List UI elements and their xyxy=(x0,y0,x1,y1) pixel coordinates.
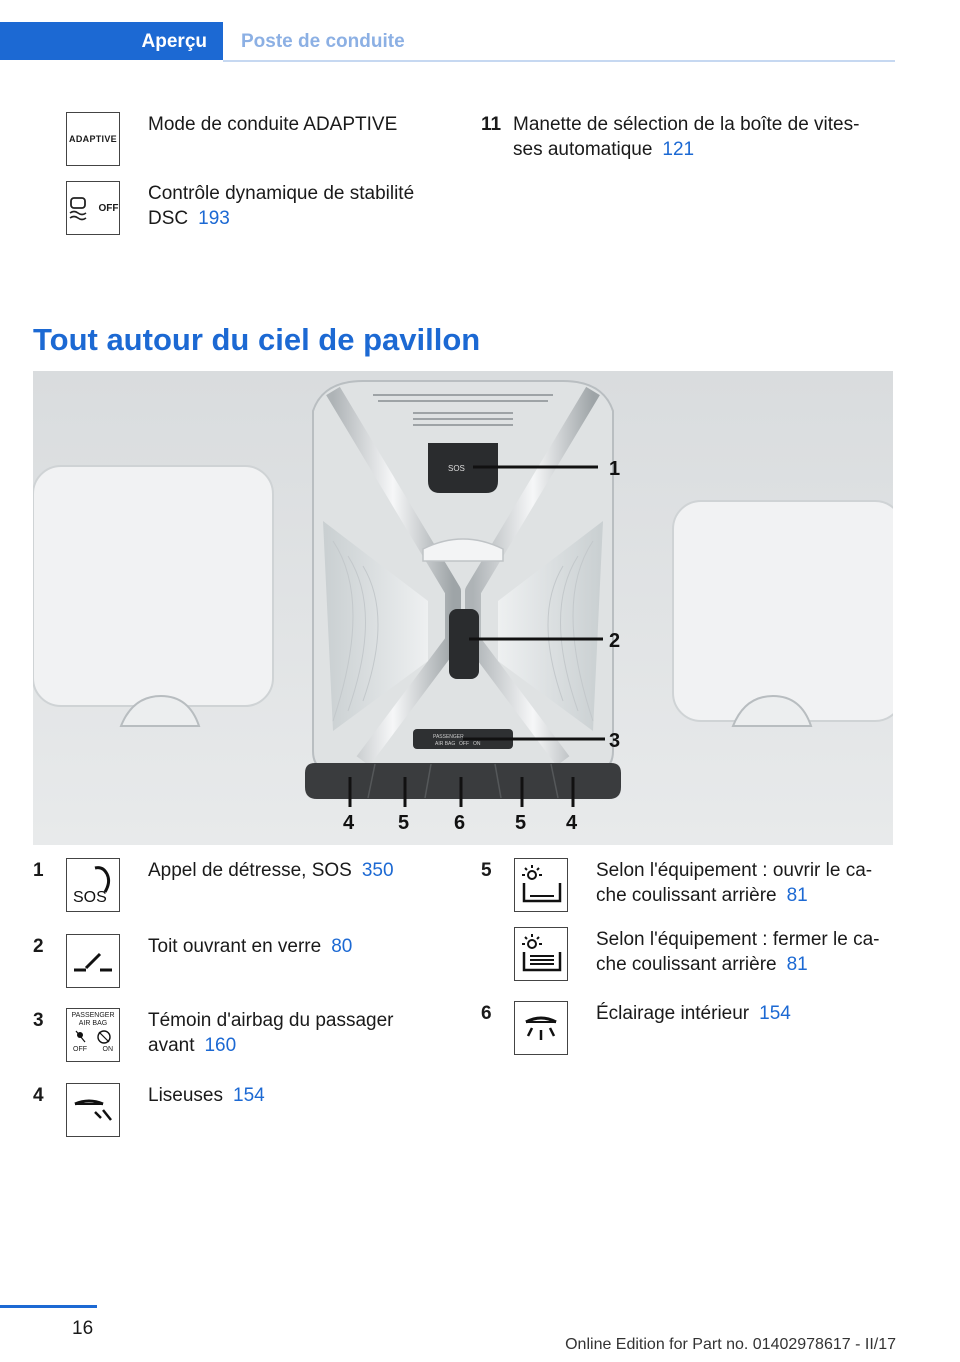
callout-4-right: 4 xyxy=(566,812,578,834)
adaptive-mode-icon xyxy=(66,112,120,166)
item-dsc xyxy=(66,181,414,235)
legend-3-ref-link[interactable]: 160 xyxy=(204,1035,237,1056)
reading-light-glyph xyxy=(71,1090,115,1130)
legend-1-text xyxy=(148,858,394,912)
legend-6-ref-link[interactable]: 154 xyxy=(759,1003,791,1024)
legend-item-3 xyxy=(66,1008,394,1062)
airbag-icon-text3: OFF xyxy=(73,1046,87,1053)
sunroof-icon xyxy=(66,934,120,988)
item-11-number: 11 xyxy=(481,114,502,135)
callout-6: 6 xyxy=(454,812,466,834)
legend-2-number: 2 xyxy=(33,936,44,957)
tab-apercu[interactable]: Aperçu xyxy=(0,22,223,60)
legend-4-ref-link[interactable]: 154 xyxy=(233,1085,265,1106)
legend-5-open-text xyxy=(596,858,872,912)
legend-5-open-line1: Selon l'équipement : ouvrir le ca- xyxy=(596,860,873,881)
passenger-airbag-icon xyxy=(66,1008,120,1062)
dsc-car-glyph xyxy=(68,195,98,221)
headliner-photo xyxy=(33,371,893,845)
legend-item-4 xyxy=(66,1083,265,1137)
figure-sos-label: SOS xyxy=(448,464,465,473)
shade-close-glyph xyxy=(518,932,564,976)
legend-5-close-line1: Selon l'équipement : fermer le ca- xyxy=(596,929,880,950)
header-tabs xyxy=(0,0,960,62)
legend-5-close-ref-link[interactable]: 81 xyxy=(786,954,808,975)
legend-4-number: 4 xyxy=(33,1085,44,1106)
footer-rule xyxy=(0,1305,97,1308)
sunroof-glyph xyxy=(70,946,116,976)
figure-airbag-text4: ON xyxy=(473,741,481,747)
item-dsc-line1: Contrôle dynamique de stabilité xyxy=(148,183,415,204)
figure-airbag-text3: OFF xyxy=(459,741,469,747)
legend-1-number: 1 xyxy=(33,860,44,881)
section-title: Tout autour du ciel de pavillon xyxy=(33,322,481,357)
legend-3-line1: Témoin d'airbag du passager xyxy=(148,1010,394,1031)
interior-light-icon xyxy=(514,1001,568,1055)
item-adaptive-label: Mode de conduite ADAPTIVE xyxy=(148,114,398,135)
airbag-icon-text1: PASSENGER xyxy=(71,1012,115,1019)
airbag-icon-text2: AIR BAG xyxy=(78,1020,108,1027)
airbag-glyph xyxy=(71,1028,115,1046)
footer-edition: Online Edition for Part no. 01402978617 - II/17 xyxy=(565,1336,896,1353)
legend-4-label: Liseuses xyxy=(148,1085,223,1106)
item-11-ref-link[interactable]: 121 xyxy=(662,139,695,160)
tab-poste-de-conduite[interactable]: Poste de conduite xyxy=(241,31,405,52)
legend-4-text xyxy=(148,1083,265,1137)
shade-open-glyph xyxy=(518,863,564,907)
adaptive-icon-label: ADAPTIVE xyxy=(69,134,117,144)
legend-2-text xyxy=(148,934,352,988)
legend-5-open-line2: che coulissant arrière xyxy=(596,885,777,906)
legend-item-6 xyxy=(514,1001,791,1055)
legend-5-close-text xyxy=(596,927,880,981)
rear-shade-open-icon xyxy=(514,858,568,912)
sos-glyph-text: SOS xyxy=(73,889,107,906)
legend-2-ref-link[interactable]: 80 xyxy=(331,936,353,957)
item-11-line2: ses automatique xyxy=(513,139,653,160)
legend-item-5-close xyxy=(514,927,880,981)
legend-6-number: 6 xyxy=(481,1003,492,1024)
figure-airbag-text1: PASSENGER xyxy=(433,734,464,740)
legend-3-number: 3 xyxy=(33,1010,44,1031)
callout-1: 1 xyxy=(609,458,621,480)
figure-airbag-text2: AIR BAG xyxy=(435,741,456,747)
legend-item-1 xyxy=(66,858,394,912)
sos-icon xyxy=(66,858,120,912)
dsc-icon-label: OFF xyxy=(98,202,119,214)
legend-5-open-ref-link[interactable]: 81 xyxy=(786,885,808,906)
callout-4-left: 4 xyxy=(343,812,355,834)
item-adaptive xyxy=(66,112,397,166)
item-dsc-text xyxy=(148,181,414,235)
header-rule xyxy=(223,60,895,62)
airbag-icon-text4: ON xyxy=(102,1046,113,1053)
item-dsc-ref-link[interactable]: 193 xyxy=(198,208,230,229)
rear-shade-close-icon xyxy=(514,927,568,981)
item-dsc-line2: DSC xyxy=(148,208,189,229)
dsc-off-icon xyxy=(66,181,120,235)
legend-6-label: Éclairage intérieur xyxy=(596,1003,750,1024)
legend-1-ref-link[interactable]: 350 xyxy=(361,860,394,881)
legend-2-label: Toit ouvrant en verre xyxy=(148,936,322,957)
reading-light-icon xyxy=(66,1083,120,1137)
item-11-line1: Manette de sélection de la boîte de vites- xyxy=(513,114,860,135)
legend-5-close-line2: che coulissant arrière xyxy=(596,954,777,975)
callout-3: 3 xyxy=(609,730,621,752)
callout-5-right: 5 xyxy=(515,812,527,834)
headliner-illustration xyxy=(33,371,893,845)
legend-3-text xyxy=(148,1008,394,1062)
legend-item-5-open xyxy=(514,858,872,912)
legend-3-line2: avant xyxy=(148,1035,195,1056)
legend-5-number: 5 xyxy=(481,860,492,881)
legend-item-2 xyxy=(66,934,352,988)
callout-5-left: 5 xyxy=(398,812,410,834)
legend-6-text xyxy=(596,1001,791,1055)
page-number: 16 xyxy=(72,1318,94,1339)
callout-2: 2 xyxy=(609,630,621,652)
legend-1-label: Appel de détresse, SOS xyxy=(148,860,352,881)
item-11-text xyxy=(513,112,859,162)
interior-light-glyph xyxy=(518,1008,564,1048)
sos-glyph xyxy=(69,862,117,908)
item-adaptive-text xyxy=(148,112,397,166)
